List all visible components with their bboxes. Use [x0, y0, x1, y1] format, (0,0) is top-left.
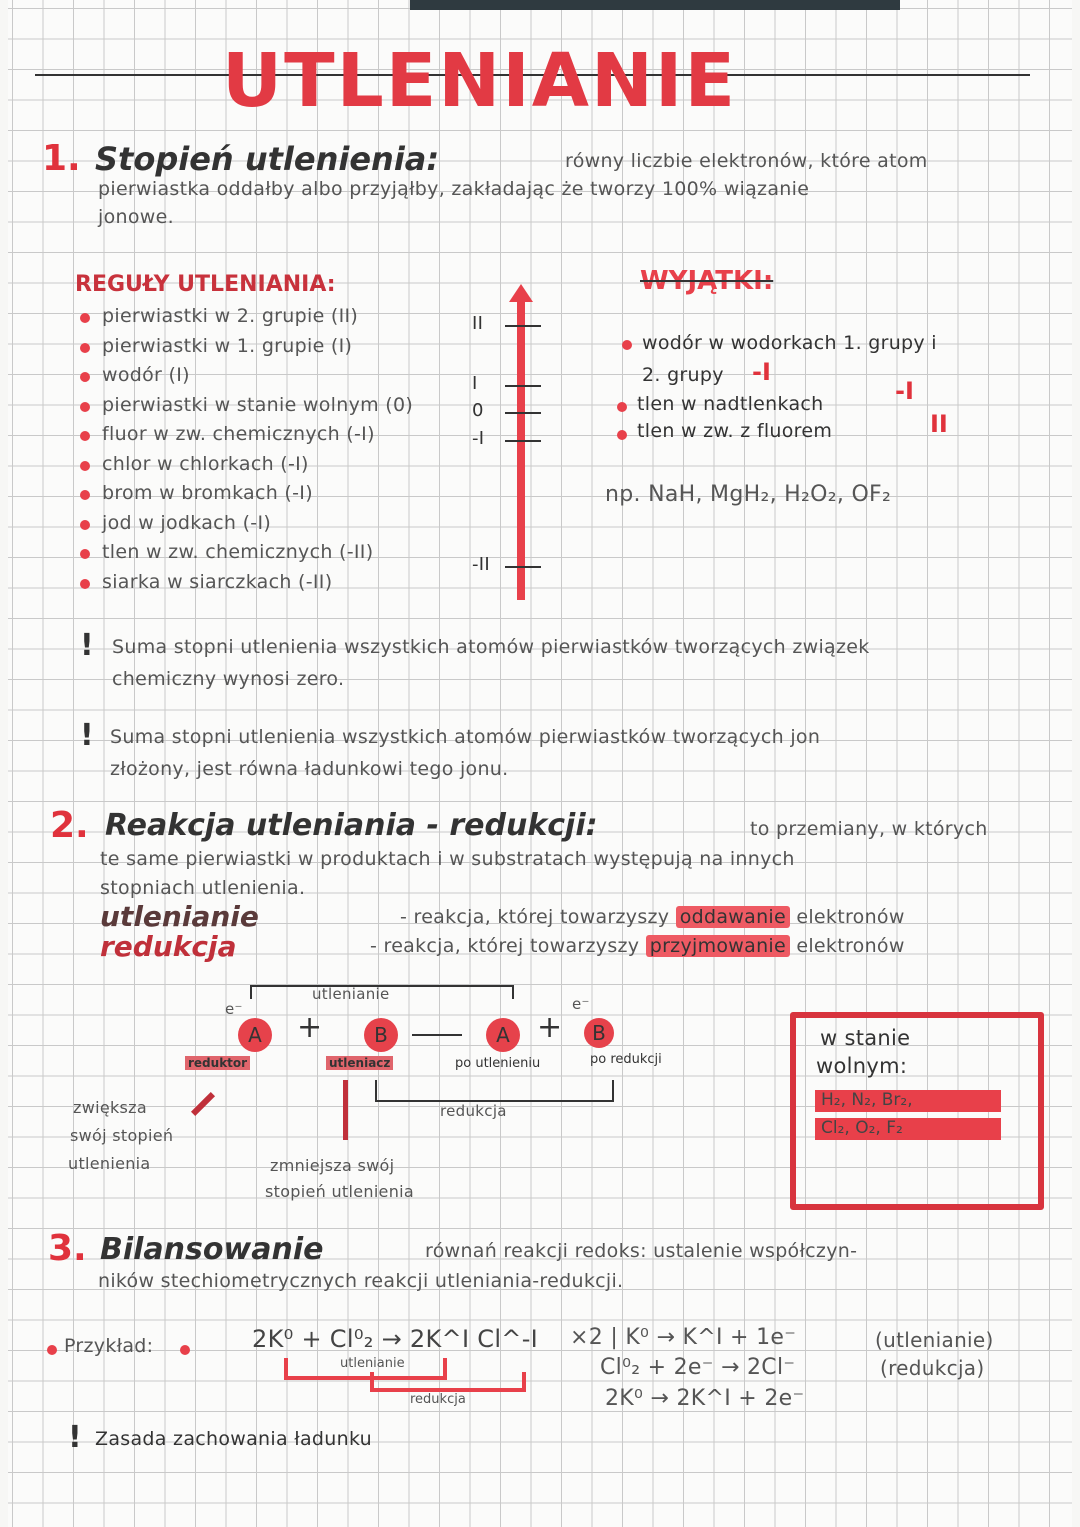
exceptions-heading: WYJĄTKI: — [640, 266, 774, 296]
exception-item: 2. grupy — [642, 364, 724, 386]
section2-text: stopniach utlenienia. — [100, 877, 306, 899]
bullet-icon — [80, 313, 90, 323]
exception-value: II — [930, 410, 948, 438]
section1-text: pierwiastka oddałby albo przyjąłby, zakładając że tworzy 100% wiązanie — [98, 178, 810, 200]
bullet-icon — [80, 343, 90, 353]
bullet-icon — [80, 520, 90, 530]
axis-tick — [505, 385, 541, 387]
exception-item: tlen w nadtlenkach — [637, 393, 824, 415]
left-note: swój stopień — [70, 1126, 174, 1145]
reduction-underbracket — [370, 1372, 526, 1392]
atom-b-product: B — [584, 1018, 614, 1048]
atom-b: B — [364, 1018, 398, 1052]
note-text: Suma stopni utlenienia wszystkich atomów pierwiastków tworzących jon — [110, 726, 821, 748]
exception-value: -I — [752, 358, 771, 386]
atom-a-product: A — [486, 1018, 520, 1052]
half-reaction-note: (redukcja) — [880, 1356, 985, 1380]
left-note: utlenienia — [68, 1154, 151, 1173]
electron-label: e⁻ — [225, 1000, 243, 1018]
free-state-heading: w stanie — [820, 1026, 911, 1050]
exception-item: wodór w wodorkach 1. grupy i — [642, 332, 937, 354]
after-oxidation-label: po utlenieniu — [455, 1056, 541, 1071]
half-reaction: 2K⁰ → 2K^I + 2e⁻ — [605, 1386, 805, 1411]
rule-item: wodór (I) — [102, 364, 190, 386]
axis-tick — [505, 440, 541, 442]
exclamation-icon: ! — [80, 718, 94, 753]
free-state-row: H₂, N₂, Br₂, — [815, 1090, 1001, 1112]
section3-number: 3. — [48, 1228, 87, 1269]
electron-label: e⁻ — [572, 995, 590, 1013]
section2-heading: Reakcja utleniania - redukcji: — [105, 808, 598, 843]
mid-note: stopień utlenienia — [265, 1182, 414, 1201]
section3-heading: Bilansowanie — [100, 1232, 324, 1267]
half-reaction: Cl⁰₂ + 2e⁻ → 2Cl⁻ — [600, 1355, 796, 1380]
left-note: zwiększa — [73, 1098, 147, 1117]
plus-sign: + — [297, 1010, 323, 1045]
atom-a: A — [238, 1018, 272, 1052]
arrow-down-icon — [343, 1080, 348, 1140]
rule-item: pierwiastki w 1. grupie (I) — [102, 334, 353, 357]
section1-heading: Stopień utlenienia: — [95, 140, 440, 178]
bullet-icon — [80, 372, 90, 382]
rule-item: pierwiastki w stanie wolnym (0) — [102, 393, 414, 416]
arrow-up-icon — [509, 284, 533, 302]
reduction-under-label: redukcja — [410, 1392, 466, 1407]
note-text: chemiczny wynosi zero. — [112, 668, 345, 690]
axis-tick-label: -I — [472, 428, 485, 449]
rule-item: pierwiastki w 2. grupie (II) — [102, 305, 359, 327]
bullet-icon — [80, 490, 90, 500]
equation: 2K⁰ + Cl⁰₂ → 2K^I Cl^-I — [252, 1325, 539, 1353]
definition-reduction: - reakcja, której towarzyszy przyjmowanie elektronów — [370, 935, 905, 957]
axis-tick-label: II — [472, 313, 484, 334]
after-reduction-label: po redukcji — [590, 1052, 662, 1067]
note-text: złożony, jest równa ładunkowi tego jonu. — [110, 758, 509, 780]
binding-edge — [410, 0, 900, 10]
oxidation-label: utlenianie — [312, 985, 390, 1003]
section1-number: 1. — [42, 138, 81, 179]
axis-tick-label: 0 — [472, 400, 484, 421]
reduction-bracket — [375, 1080, 614, 1102]
plus-sign: + — [537, 1010, 563, 1045]
exception-example: np. NaH, MgH₂, H₂O₂, OF₂ — [605, 482, 892, 507]
axis-tick — [505, 412, 541, 414]
term-reduction: redukcja — [100, 930, 237, 963]
section2-text: te same pierwiastki w produktach i w substratach występują na innych — [100, 848, 795, 870]
oxidation-under-label: utlenianie — [340, 1356, 405, 1371]
note-text: Suma stopni utlenienia wszystkich atomów pierwiastków tworzących związek — [112, 636, 870, 658]
section2-number: 2. — [50, 805, 89, 846]
bullet-icon — [80, 431, 90, 441]
exception-item: tlen w zw. z fluorem — [637, 420, 833, 442]
exception-value: -I — [895, 377, 914, 405]
free-state-row: Cl₂, O₂, F₂ — [815, 1118, 1001, 1140]
rule-item: chlor w chlorkach (-I) — [102, 452, 309, 475]
bullet-icon — [80, 579, 90, 589]
example-label: Przykład: — [64, 1335, 154, 1357]
free-state-heading: wolnym: — [816, 1054, 908, 1078]
reaction-arrow — [412, 1034, 462, 1036]
reduction-label: redukcja — [440, 1102, 507, 1120]
rule-item: tlen w zw. chemicznych (-II) — [102, 541, 374, 563]
half-reaction-note: (utlenianie) — [875, 1328, 994, 1352]
axis-tick — [505, 566, 541, 568]
bullet-icon — [80, 461, 90, 471]
term-oxidation: utlenianie — [100, 900, 259, 933]
definition-oxidation: - reakcja, której towarzyszy oddawanie elektronów — [400, 906, 905, 928]
half-reaction: ×2 | K⁰ → K^I + 1e⁻ — [570, 1325, 797, 1350]
section3-text: ników stechiometrycznych reakcji utleniania-redukcji. — [98, 1270, 624, 1292]
bullet-icon — [80, 549, 90, 559]
section2-text: to przemiany, w których — [750, 818, 988, 840]
rule-item: fluor w zw. chemicznych (-I) — [102, 423, 375, 445]
rules-heading: REGUŁY UTLENIANIA: — [75, 272, 336, 297]
rule-item: jod w jodkach (-I) — [102, 511, 272, 534]
bullet-icon — [80, 402, 90, 412]
mid-note: zmniejsza swój — [270, 1156, 395, 1175]
axis-tick-label: -II — [472, 554, 491, 575]
section1-text: jonowe. — [98, 206, 174, 228]
page-title: UTLENIANIE — [222, 38, 738, 124]
axis-tick-label: I — [472, 373, 478, 394]
axis-tick — [505, 325, 541, 327]
rule-item: brom w bromkach (-I) — [102, 482, 313, 504]
rule-item: siarka w siarczkach (-II) — [102, 570, 333, 593]
reductor-label: reduktor — [185, 1056, 250, 1070]
oxidizer-label: utleniacz — [326, 1056, 393, 1070]
section3-text: równań reakcji redoks: ustalenie współczyn- — [425, 1240, 858, 1262]
exclamation-icon: ! — [80, 628, 94, 663]
oxidation-axis — [517, 300, 525, 600]
section1-text: równy liczbie elektronów, które atom — [565, 150, 928, 172]
final-note: Zasada zachowania ładunku — [95, 1428, 373, 1450]
